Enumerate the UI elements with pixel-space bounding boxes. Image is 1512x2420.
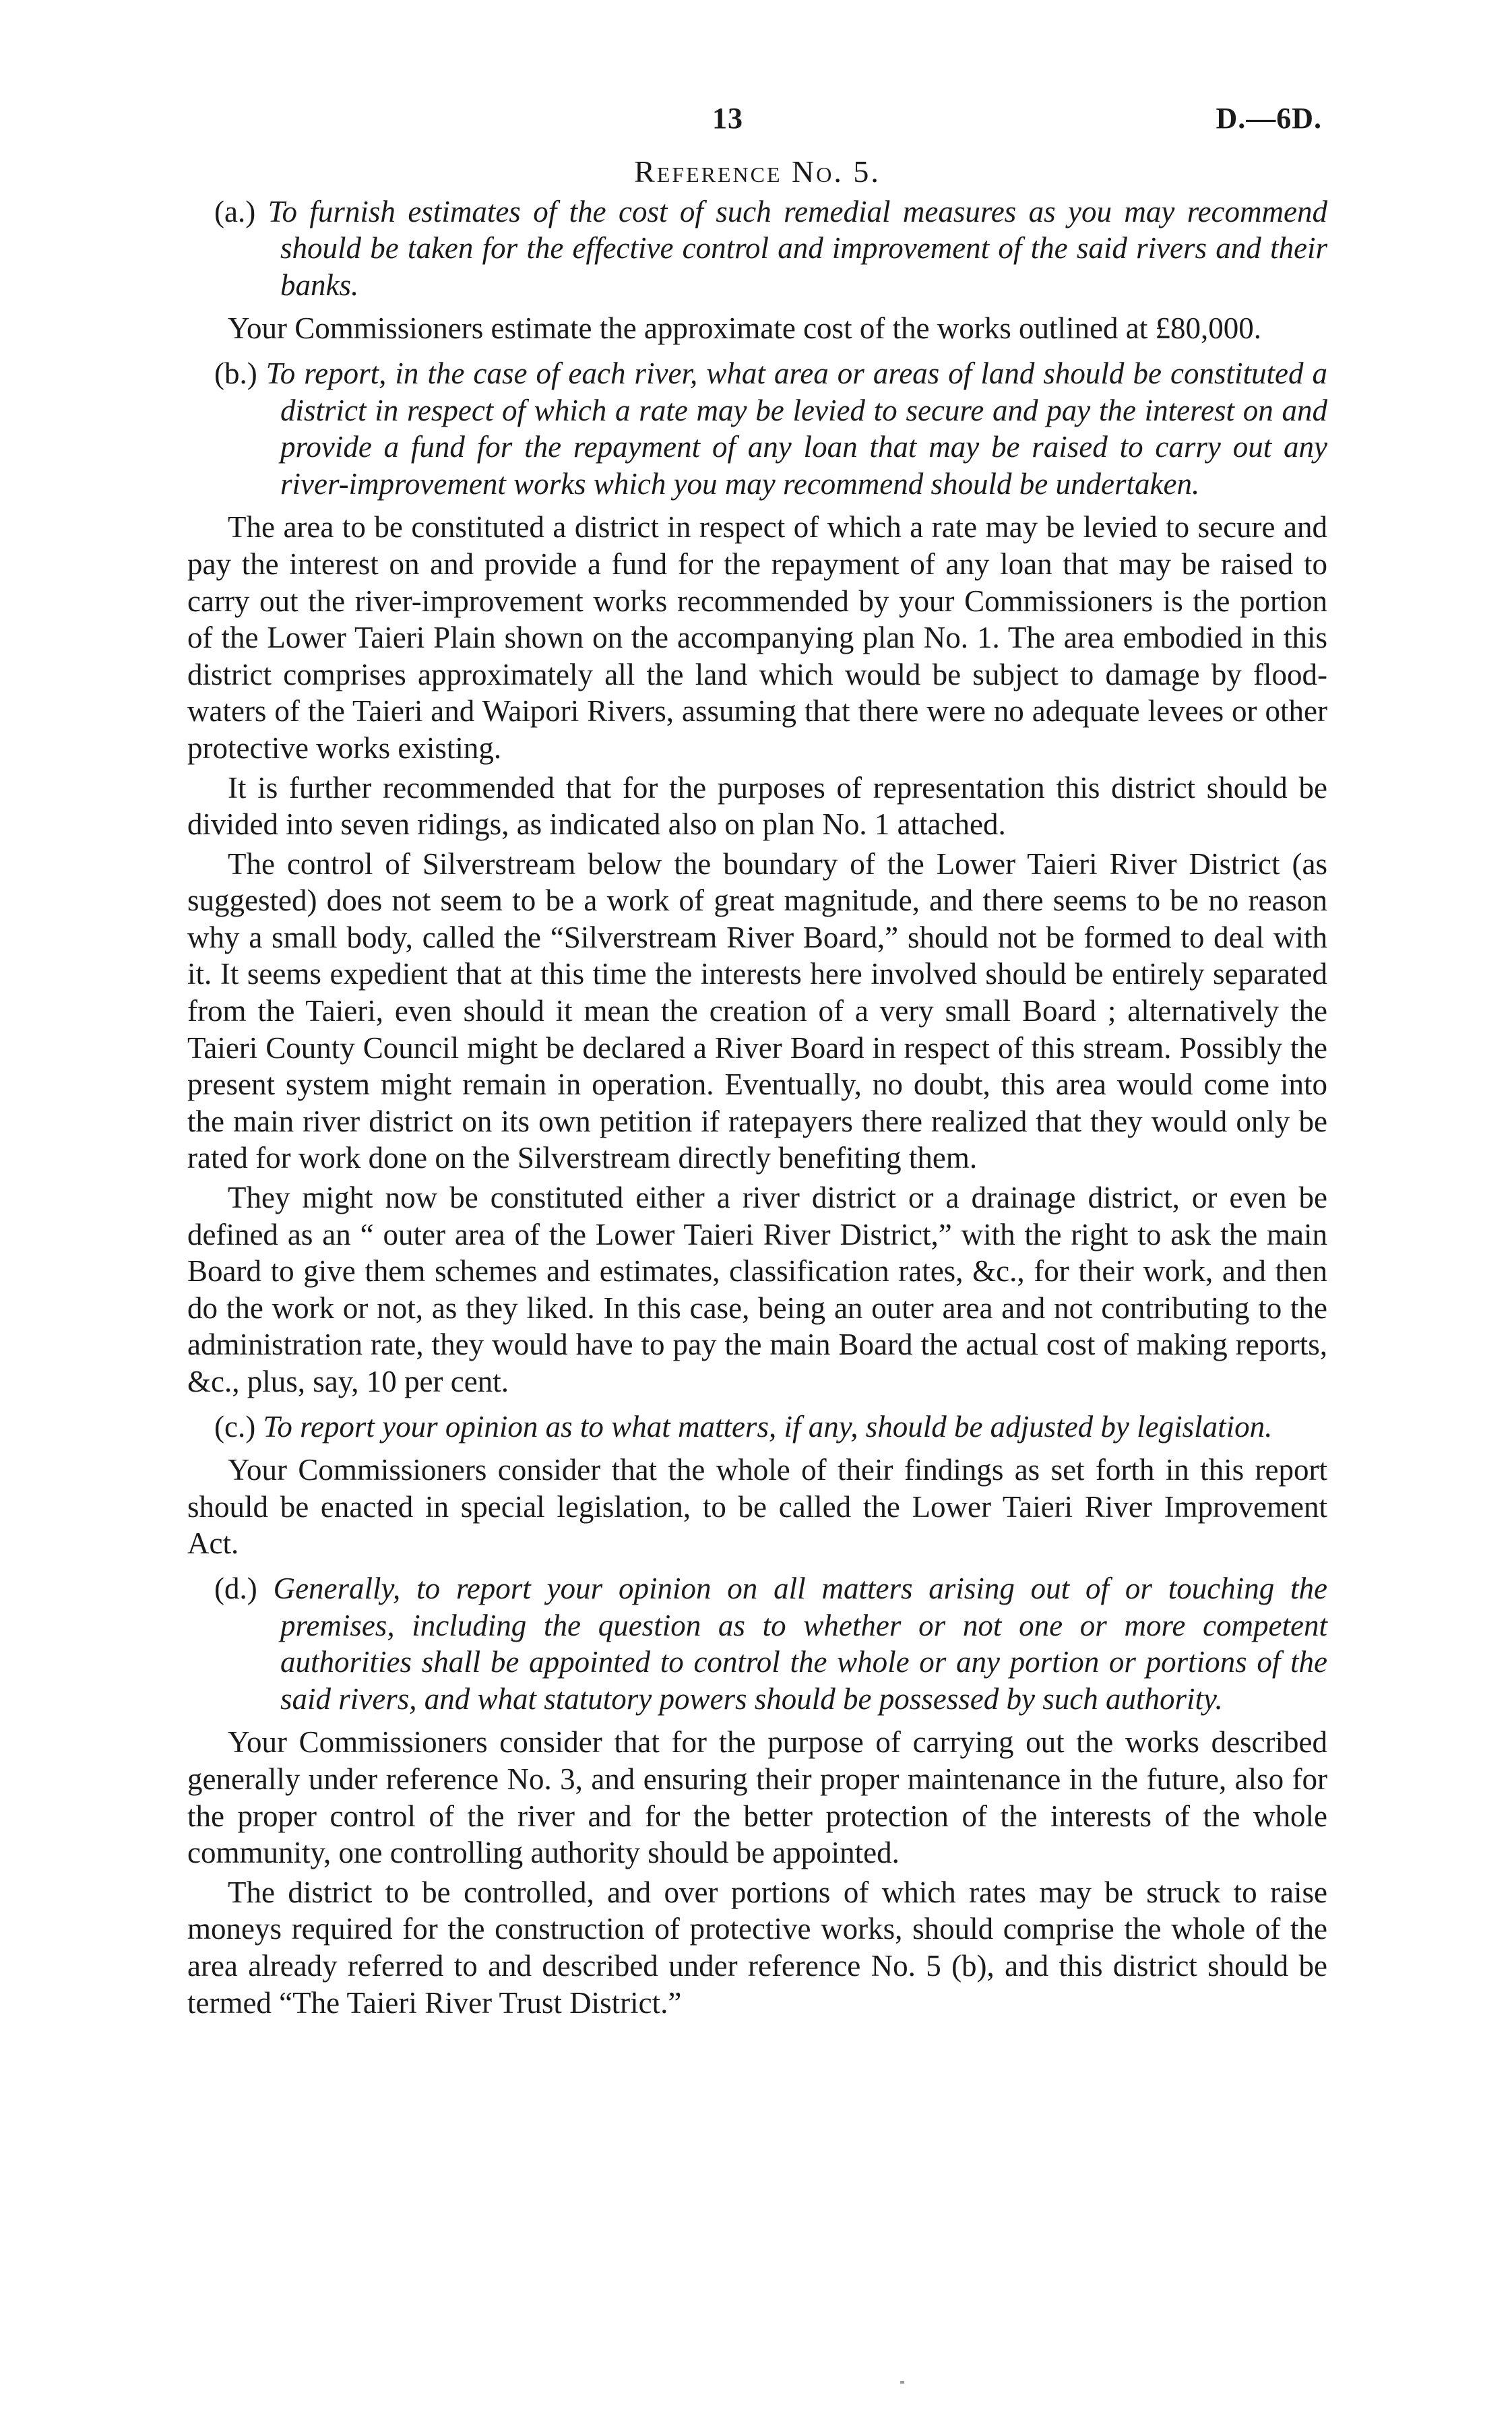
item-text: To furnish estimates of the cost of such remedial measures as you may recommend should be taken for the effective control and improvement of the said rivers and their banks. bbox=[267, 194, 1328, 302]
reference-item-a bbox=[187, 193, 1327, 304]
page-body bbox=[187, 154, 1327, 2024]
item-text: Generally, to report your opinion on all matters arising out of or touching the premises, including the question as to whether or not one or more competent authorities shall be appointed to control the whole or any portion or portions of the said rivers, and what statutory powers should be possessed by such authority. bbox=[273, 1571, 1328, 1716]
paragraph: The control of Silverstream below the boundary of the Lower Taieri River District (as suggested) does not seem to be a work of great magnitude, and there seems to be no reason why a small body, called the “Silverstream River Board,” should not be formed to deal with it. It seems expedient that at this time the interests here involved should be entirely separated from the Taieri, even should it mean the creation of a very small Board ; alternatively the Taieri County Council might be declared a River Board in respect of this stream. Possibly the present system might remain in operation. Eventually, no doubt, this area would come into the main river district on its own petition if ratepayers there realized that they would only be rated for work done on the Silverstream directly benefiting them. bbox=[187, 846, 1327, 1175]
paragraph: The district to be controlled, and over portions of which rates may be struck to raise moneys required for the construction of protective works, should comprise the whole of the area already referred to and described under reference No. 5 (b), and this district should be termed “The Taieri River Trust District.” bbox=[187, 1875, 1327, 2020]
paragraph: It is further recommended that for the purposes of representation this district should be divided into seven ridings, as indicated also on plan No. 1 attached. bbox=[187, 770, 1327, 842]
print-mark bbox=[900, 2381, 904, 2384]
paragraph: They might now be constituted either a river district or a drainage district, or even be defined as an “ outer area of the Lower Taieri River District,” with the right to ask the main Board to give them schemes and estimates, classification rates, &c., for their work, and then do the work or not, as they liked. In this case, being an outer area and not contributing to the administration rate, they would have to pay the main Board the actual cost of making reports, &c., plus, say, 10 per cent. bbox=[187, 1181, 1327, 1398]
section-heading: Reference No. 5. bbox=[634, 154, 881, 189]
document-reference: D.—6D. bbox=[1216, 102, 1322, 135]
item-text: To report, in the case of each river, what area or areas of land should be constituted a district in respect of which a rate may be levied to secure and pay the interest on and provide a fund for the repayment of any loan that may be raised to carry out any river-improvement works which you may recommend should be undertaken. bbox=[265, 356, 1328, 501]
reference-item-b bbox=[187, 355, 1327, 502]
item-label: (d.) bbox=[214, 1571, 257, 1605]
item-text: To report your opinion as to what matters, if any, should be adjusted by legislation. bbox=[263, 1409, 1273, 1444]
item-label: (b.) bbox=[214, 356, 257, 390]
reference-item-d bbox=[187, 1570, 1327, 1717]
paragraph: The area to be constituted a district in respect of which a rate may be levied to secure and pay the interest on and provide a fund for the repayment of any loan that may be raised to carry out the river-improvement works recommended by your Commissioners is the portion of the Lower Taieri Plain shown on the accompanying plan No. 1. The area embodied in this district comprises approximately all the land which would be subject to damage by flood-waters of the Taieri and Waipori Rivers, assuming that there were no adequate levees or other protective works existing. bbox=[187, 510, 1327, 765]
paragraph: Your Commissioners consider that the whole of their findings as set forth in this report should be enacted in special legislation, to be called the Lower Taieri River Improvement Act. bbox=[187, 1453, 1327, 1561]
page-number: 13 bbox=[712, 102, 743, 135]
item-label: (a.) bbox=[214, 194, 256, 228]
item-label: (c.) bbox=[214, 1409, 256, 1444]
paragraph: Your Commissioners consider that for the purpose of carrying out the works described generally under reference No. 3, and ensuring their proper maintenance in the future, also for the proper control of the river and for the better protection of the interests of the whole community, one controlling authority should be appointed. bbox=[187, 1725, 1327, 1870]
reference-item-c bbox=[187, 1408, 1327, 1446]
paragraph: Your Commissioners estimate the approximate cost of the works outlined at £80,000. bbox=[228, 311, 1261, 346]
